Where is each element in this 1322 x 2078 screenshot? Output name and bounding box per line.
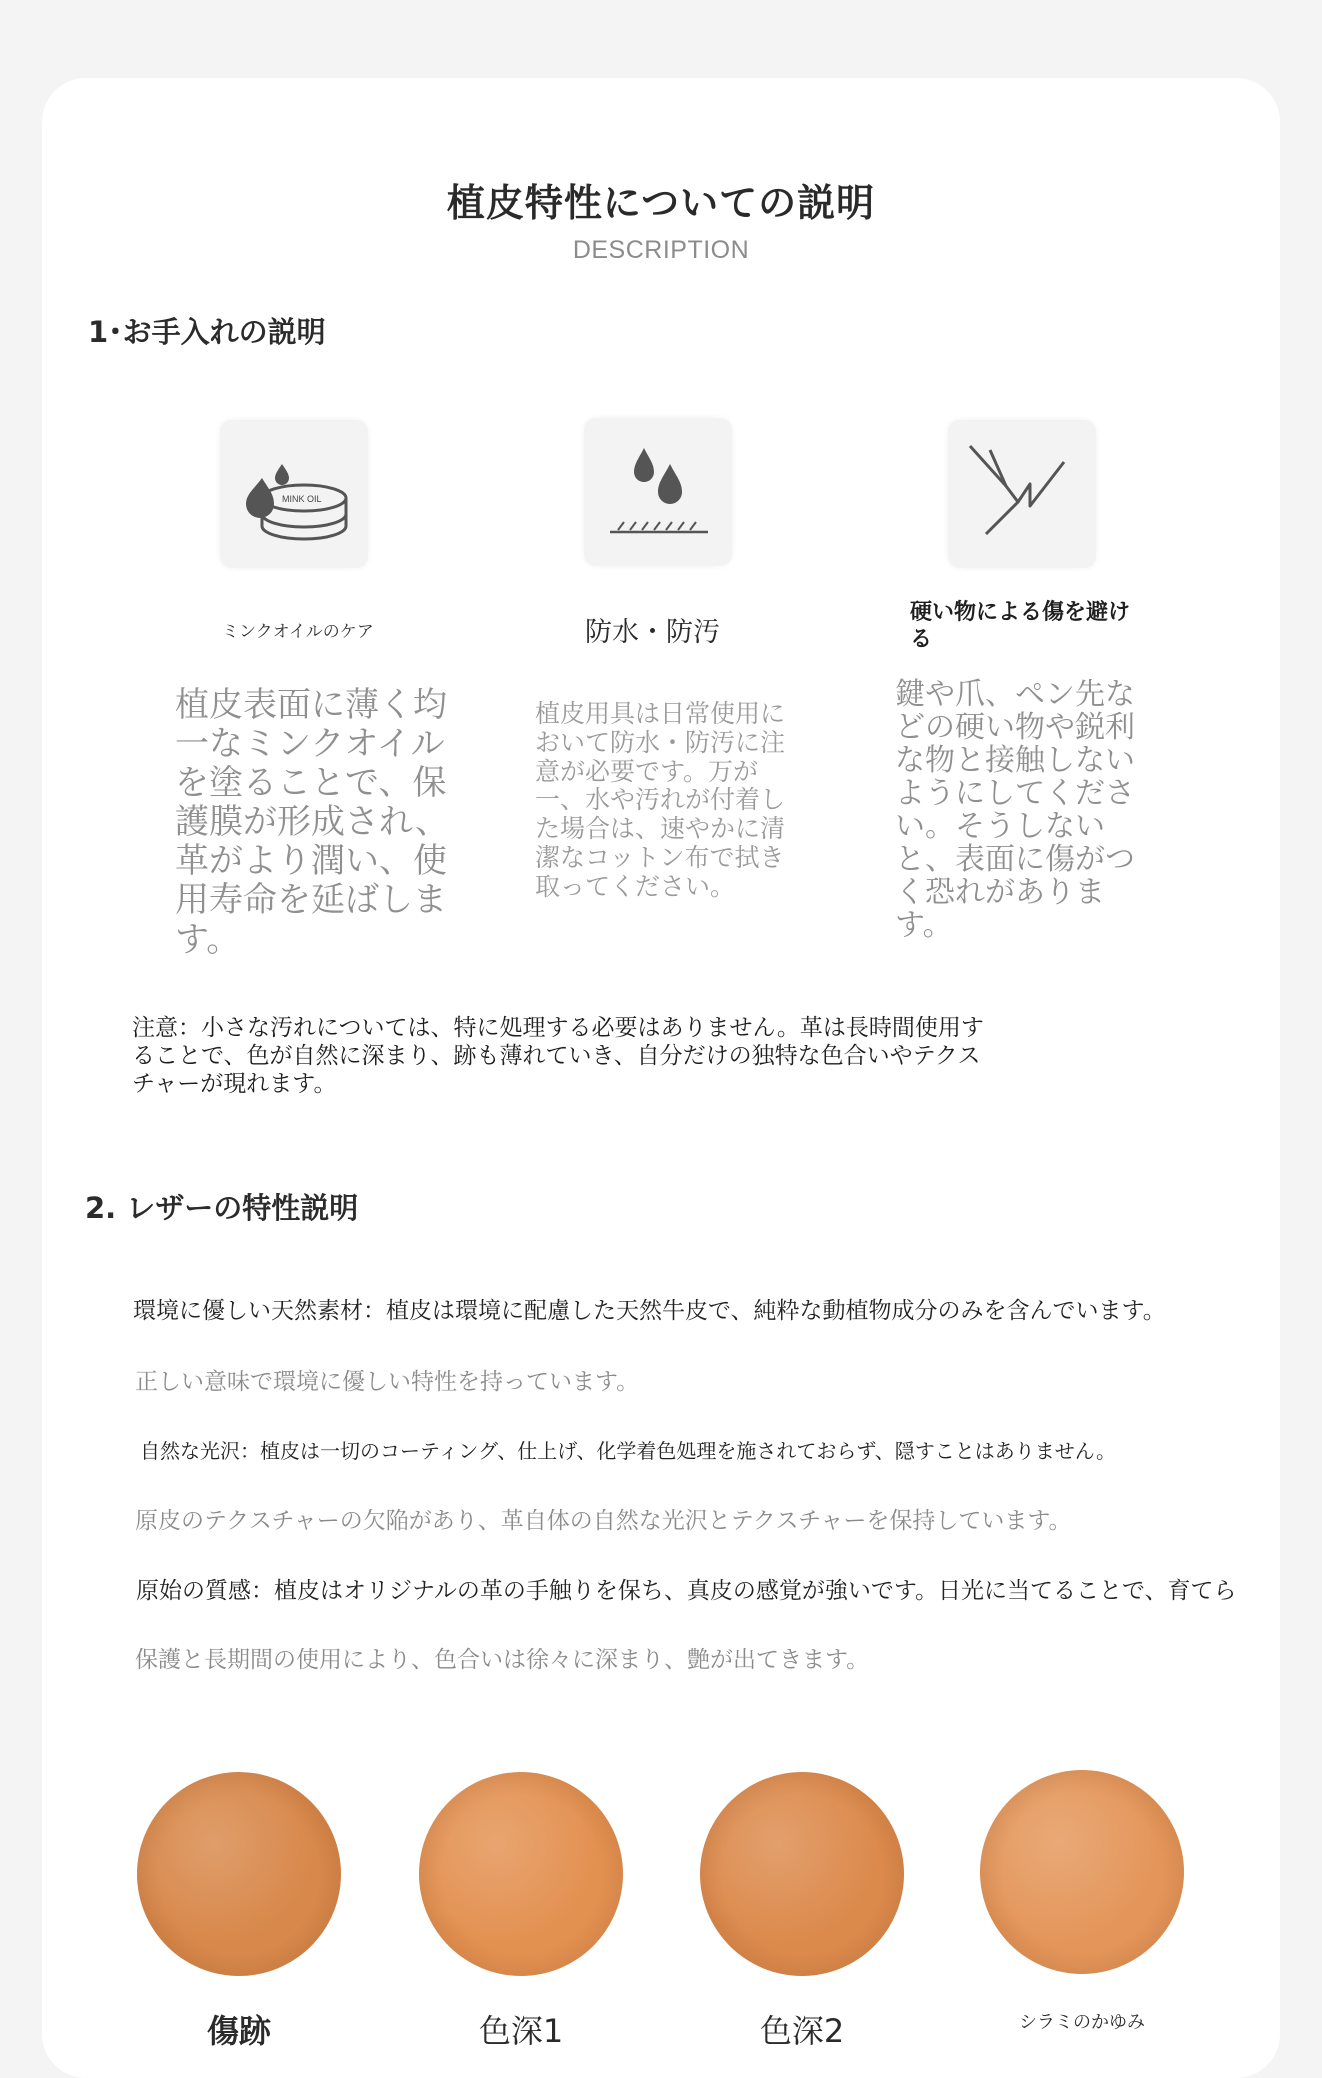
scratch-icon-box [948,420,1096,568]
property-line-5: 原始の質感：植皮はオリジナルの革の手触りを保ち、真皮の感覚が強いです。日光に当てることで、育てら [136,1578,1237,1604]
swatch-label-4: シラミのかゆみ [1019,2012,1145,2033]
swatch-label-2: 色深1 [478,2012,564,2050]
water-drops-icon-box [584,418,732,566]
care-item-3-body: 鍵や爪、ペン先などの硬い物や鋭利な物と接触しないようにしてください。そうしないと、表面に傷がつく恐れがあります。 [895,677,1135,943]
page-subtitle: DESCRIPTION [572,236,750,264]
mink-oil-icon-box [220,420,368,568]
leather-swatch-lice-mark [980,1770,1184,1974]
scratch-icon [948,420,1096,568]
section2-heading: 2. レザーの特性説明 [85,1191,359,1225]
mink-oil-icon [220,420,368,568]
property-line-2: 正しい意味で環境に優しい特性を持っています。 [135,1369,640,1395]
swatch-label-3: 色深2 [759,2012,845,2050]
care-item-1-title: ミンクオイルのケア [222,622,374,642]
section1-heading: 1･お手入れの説明 [88,315,326,349]
water-drops-icon [584,418,732,566]
care-item-3-title: 硬い物による傷を避ける [910,600,1131,652]
property-line-4: 原皮のテクスチャーの欠陥があり、革自体の自然な光沢とテクスチャーを保持しています。 [135,1508,1072,1534]
care-item-2-title: 防水・防汚 [585,617,720,648]
care-note: 注意：小さな汚れについては、特に処理する必要はありません。革は長時間使用することで、色が自然に深まり、跡も薄れていき、自分だけの独特な色合いやテクスチャーが現れます。 [132,1015,984,1098]
care-item-2-body: 植皮用具は日常使用において防水・防汚に注意が必要です。万が一、水や汚れが付着した場合は、速やかに清潔なコットン布で拭き取ってください。 [535,699,786,901]
page-title: 植皮特性についての説明 [446,181,876,225]
svg-text:MINK OIL: MINK OIL [282,494,322,504]
property-line-3: 自然な光沢：植皮は一切のコーティング、仕上げ、化学着色処理を施されておらず、隠すことはありません。 [140,1439,1116,1463]
swatch-label-1: 傷跡 [206,2012,271,2050]
leather-swatch-scar [137,1772,341,1976]
leather-swatch-dark-2 [700,1772,904,1976]
property-line-6: 保護と長期間の使用により、色合いは徐々に深まり、艶が出てきます。 [135,1647,870,1673]
property-line-1: 環境に優しい天然素材：植皮は環境に配慮した天然牛皮で、純粋な動植物成分のみを含んでいます。 [133,1298,1166,1324]
leather-swatch-dark-1 [419,1772,623,1976]
care-item-1-body: 植皮表面に薄く均一なミンクオイルを塗ることで、保護膜が形成され、革がより潤い、使用寿命を延ばします。 [175,685,450,960]
